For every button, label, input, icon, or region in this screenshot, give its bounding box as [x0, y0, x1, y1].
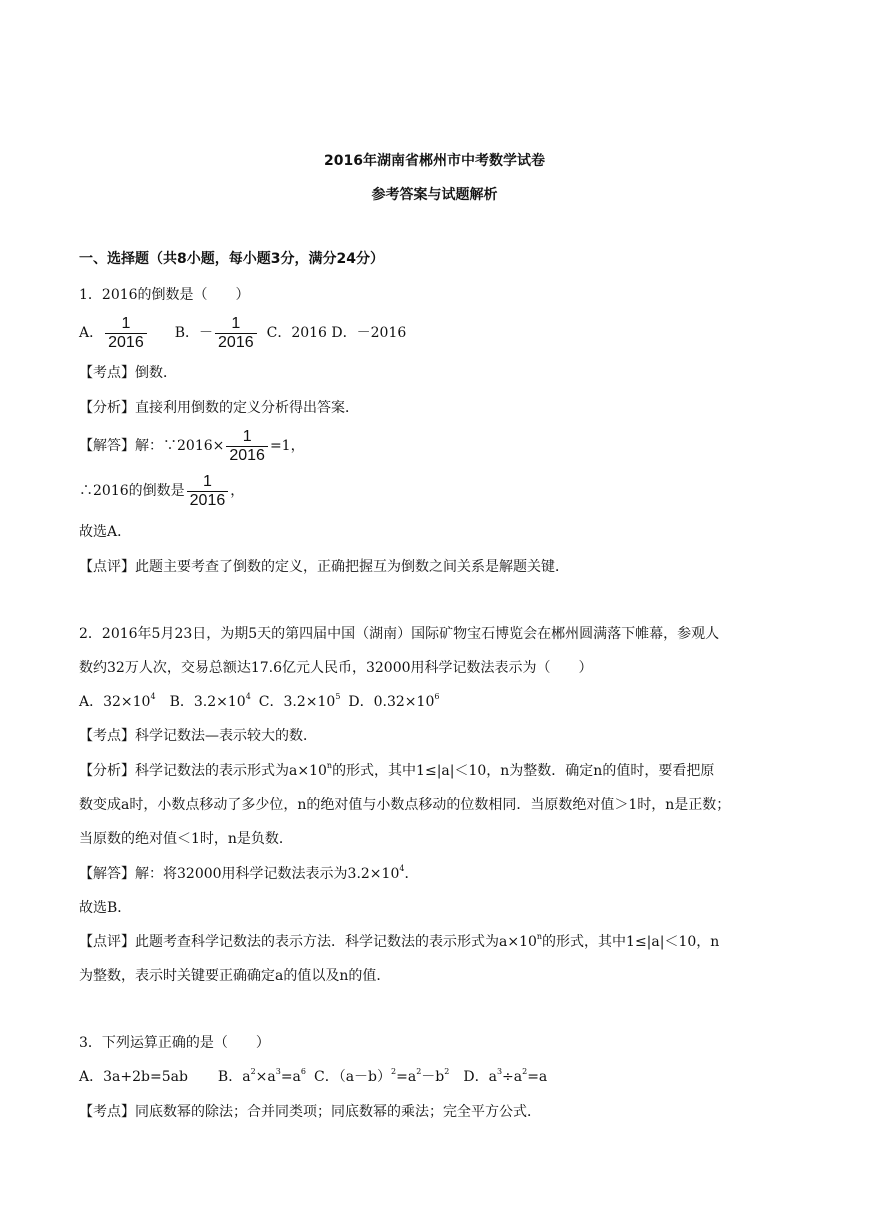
fraction-numerator: 1: [231, 314, 241, 332]
exponent: 4: [399, 864, 405, 873]
q1-option-a-prefix: A．: [79, 325, 104, 341]
q1-option-b-fraction: [215, 315, 257, 352]
q1-therefore-fraction: [187, 473, 229, 510]
q2-option-a: [79, 694, 156, 710]
q3-option-d-text: =a: [527, 1069, 548, 1085]
q1-stem: 1．2016的倒数是（ ）: [79, 287, 250, 303]
q1-options: [79, 313, 406, 353]
exponent: 2: [444, 1067, 450, 1076]
q3-option-b-text: B．a: [217, 1069, 251, 1085]
fraction-denominator: 2016: [229, 446, 265, 464]
q3-option-d: [463, 1069, 547, 1085]
q3-option-c-text: C．（a－b）: [314, 1069, 392, 1085]
q1-option-a-fraction: [105, 315, 147, 352]
fraction-denominator: 2016: [108, 333, 144, 351]
q3-stem: 3．下列运算正确的是（ ）: [79, 1035, 270, 1051]
exponent: 2: [522, 1067, 528, 1076]
document-title: 2016年湖南省郴州市中考数学试卷: [324, 153, 545, 169]
fraction-numerator: 1: [202, 472, 212, 490]
q2-dianping-text: 【点评】此题考查科学记数法的表示方法．科学记数法的表示形式为a×10: [79, 934, 537, 950]
q2-dianping-line2: 为整数，表示时关键要正确确定a的值以及n的值．: [79, 968, 391, 984]
q2-option-d-text: D．0.32×10: [348, 694, 435, 710]
q1-therefore-prefix: ∴2016的倒数是: [79, 483, 185, 499]
q2-option-a-text: A．32×10: [79, 694, 151, 710]
q1-jieda-prefix: 【解答】解：∵2016×: [79, 438, 225, 454]
q3-option-b-text: =a: [280, 1069, 301, 1085]
q1-kaodian: 【考点】倒数．: [79, 365, 177, 381]
q2-dianping-line1: [79, 932, 719, 952]
section-heading: 一、选择题（共8小题，每小题3分，满分24分）: [79, 251, 384, 267]
q2-fenxi-text: 【分析】科学记数法的表示形式为a×10: [79, 763, 327, 779]
q3-option-a: A．3a+2b=5ab: [79, 1069, 188, 1085]
exponent: 2: [391, 1067, 397, 1076]
q1-therefore: [79, 471, 244, 511]
q1-fenxi: 【分析】直接利用倒数的定义分析得出答案．: [79, 400, 359, 416]
q3-options: [79, 1067, 547, 1087]
q1-jieda: [79, 426, 305, 466]
q1-jieda-suffix: =1，: [269, 438, 305, 454]
q2-stem-line1: 2．2016年5月23日，为期5天的第四届中国（湖南）国际矿物宝石博览会在郴州圆满落下帷幕，参观人: [79, 626, 720, 642]
exponent: n: [536, 932, 543, 941]
q3-option-b-text: ×a: [255, 1069, 276, 1085]
q3-option-d-text: ÷a: [502, 1069, 523, 1085]
q3-option-c: [314, 1069, 449, 1085]
q2-stem-line2: 数约32万人次，交易总额达17.6亿元人民币，32000用科学记数法表示为（ ）: [79, 660, 593, 676]
fraction-numerator: 1: [242, 427, 252, 445]
fraction-denominator: 2016: [189, 491, 226, 509]
q2-options: [79, 692, 439, 712]
q1-answer: 故选A．: [79, 524, 132, 540]
exponent: 3: [275, 1067, 281, 1076]
q1-option-cd: C．2016 D．－2016: [266, 325, 407, 341]
q2-fenxi-line2: 数变成a时，小数点移动了多少位，n的绝对值与小数点移动的位数相同．当原数绝对值＞1时，n是正数；: [79, 797, 731, 813]
exponent: 2: [416, 1067, 422, 1076]
q3-option-b: [218, 1069, 306, 1085]
q3-option-c-text: －b: [421, 1069, 445, 1085]
q2-answer: 故选B．: [79, 900, 132, 916]
exponent: 6: [300, 1067, 306, 1076]
q2-kaodian: 【考点】科学记数法—表示较大的数．: [79, 728, 317, 744]
q2-fenxi-line1: [79, 761, 714, 781]
q3-option-d-text: D．a: [463, 1069, 497, 1085]
exponent: 6: [434, 692, 440, 701]
fraction-numerator: 1: [121, 314, 131, 332]
q1-jieda-fraction: [226, 428, 268, 465]
q2-option-d: [348, 694, 439, 710]
exponent: 3: [496, 1067, 503, 1076]
q2-option-b-text: B．3.2×10: [169, 694, 246, 710]
exponent: 5: [335, 692, 341, 701]
document-subtitle: 参考答案与试题解析: [371, 187, 498, 203]
exponent: 4: [245, 692, 251, 701]
q2-fenxi-text: 的形式，其中1≤|a|＜10，n为整数．确定n的值时，要看把原: [332, 763, 715, 779]
fraction-denominator: 2016: [218, 333, 254, 351]
exponent: 2: [250, 1067, 256, 1076]
q2-option-c-text: C．3.2×10: [258, 694, 336, 710]
q2-fenxi-line3: 当原数的绝对值＜1时，n是负数．: [79, 831, 293, 847]
q2-jieda-text: 【解答】解：将32000用科学记数法表示为3.2×10: [79, 866, 400, 882]
q1-option-b-prefix: B．－: [174, 325, 214, 341]
q1-dianping: 【点评】此题主要考查了倒数的定义，正确把握互为倒数之间关系是解题关键．: [79, 559, 569, 575]
q2-option-c: [259, 694, 341, 710]
q3-option-c-text: =a: [396, 1069, 417, 1085]
q2-jieda: [79, 864, 418, 884]
q3-kaodian: 【考点】同底数幂的除法；合并同类项；同底数幂的乘法；完全平方公式．: [79, 1104, 541, 1120]
exponent: n: [326, 761, 333, 770]
q2-dianping-text: 的形式，其中1≤|a|＜10，n: [542, 934, 720, 950]
q2-jieda-text: ．: [404, 866, 419, 882]
q1-therefore-suffix: ，: [230, 483, 245, 499]
q2-option-b: [170, 694, 251, 710]
exponent: 4: [150, 692, 156, 701]
